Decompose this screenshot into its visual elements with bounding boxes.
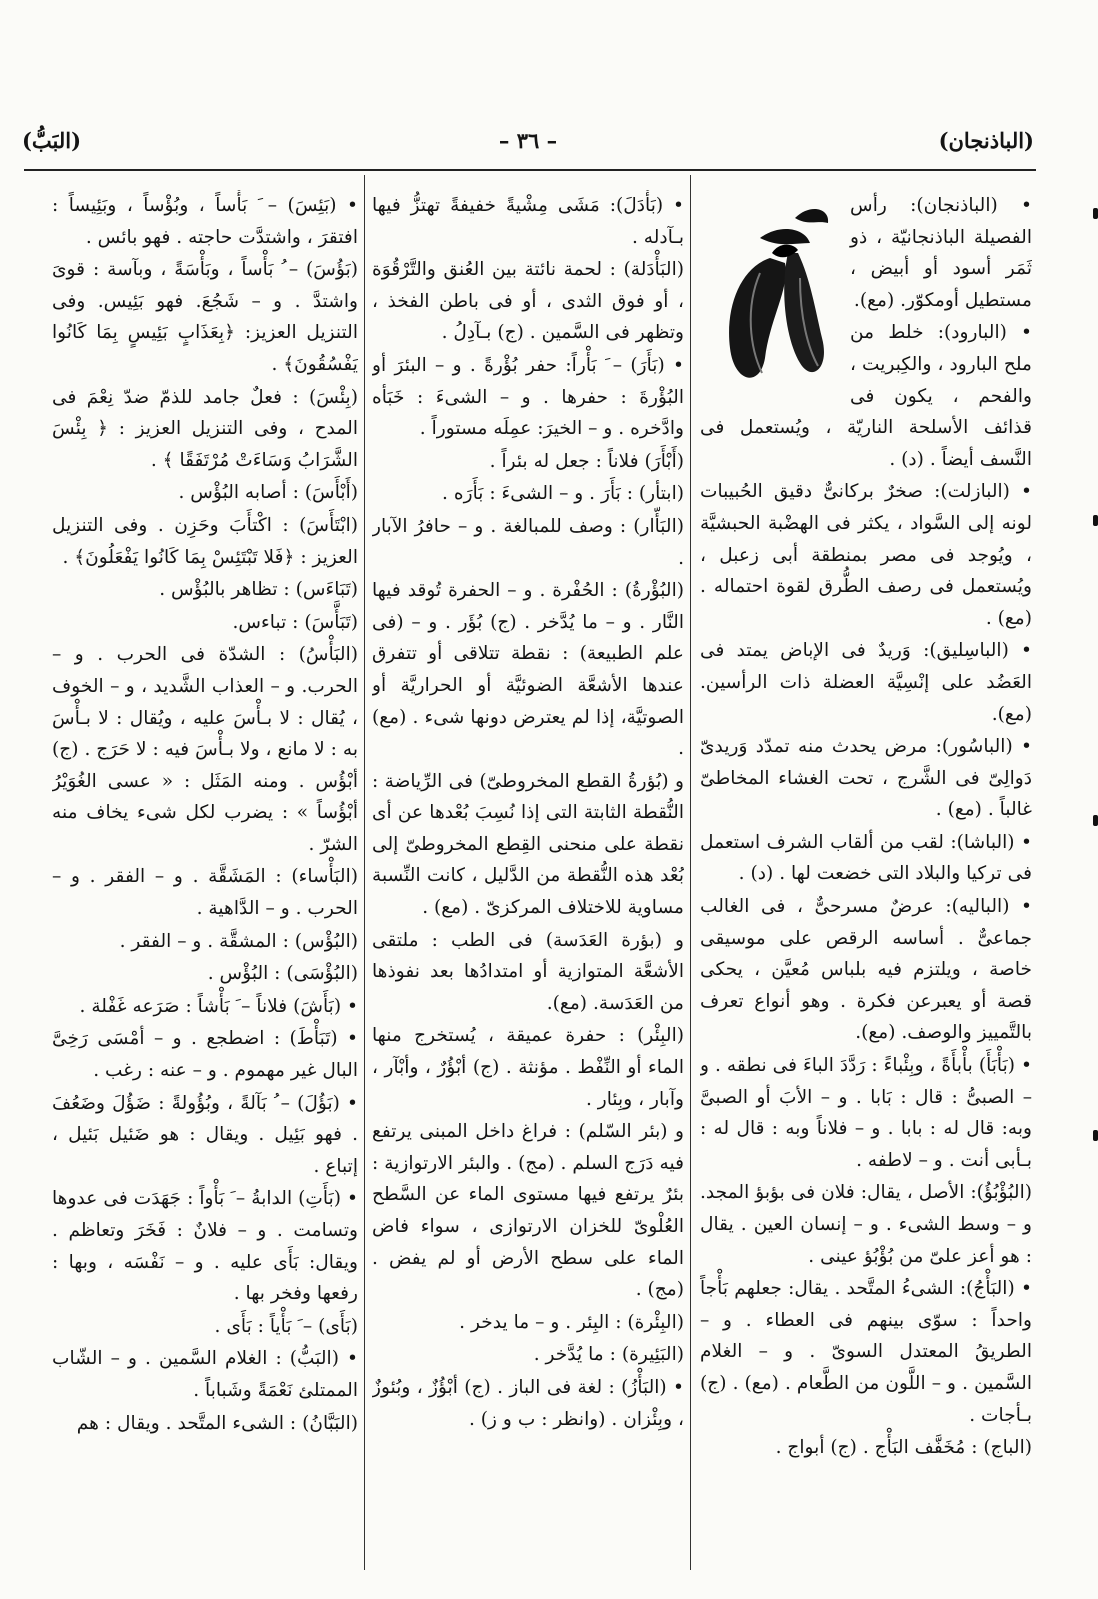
dictionary-entry: و (بُؤرةُ القطع المخروطىّ) فى الرِّياضة : النُّقطة الثابتة التى إذا نُسِبَ بُعْدها عن أى نقطة على منحنى القِطع المخروطىّ إلى بُعْد هذه النُّقطة من الدَّليل ، كانت النِّسبة مساوية للاختلاف المركزىّ . (مع) . [372,770,684,919]
dictionary-entry: و (بئر السّلم) : فراغ داخل المبنى يرتفع فيه دَرَج السلم . (مج) . والبئر الارتوازية : بئرٌ يرتفع فيها مستوى الماء عن السَّطح العُلْوىّ للخزان الارتوازى ، سواء فاض الماء على سطح الأرض أو لم يفض . (مج) . [372,1121,684,1301]
page-header [22,128,1034,158]
dictionary-entry: (تَبَأَّسَ) : تباءس. [232,611,358,633]
dictionary-entry: • (البارود): خلط من ملح البارود ، والكِبريت ، والفحم ، يكون فى قذائف الأسلحة الناريّة ، ويُستعمل فى النَّسف أيضاً . (د) . [700,322,1032,470]
dictionary-entry: • (الباليه): عرضٌ مسرحىٌّ ، فى الغالب جماعىٌّ . أساسه الرقص على موسيقى خاصة ، ويلتزم فيه بلباس مُعيَّن ، يحكى قصة أو يعبرعن فكرة . وهو أنواع تعرف بالتَّمييز والوصف. (مع). [700,896,1032,1044]
dictionary-entry: (الباج) : مُخَفَّف البَأْج . (ج) أبواج . [775,1437,1032,1459]
eggplant-illustration [700,198,840,398]
dictionary-entry: • (البازلت): صخرٌ بركانىٌّ دقيق الحُبيبات لونه إلى السَّواد ، يكثر فى الهضْبة الحبشيَّة ، ويُوجد فى مصر بمنطقة أبى زعبل ، ويُستعمل فى رصف الطُّرق لقوة احتماله . (مع) . [700,481,1032,629]
dictionary-entry: (البُؤْسَى) : البُؤْس . [207,963,358,985]
dictionary-entry: (البُؤْبُؤُ): الأصل ، يقال: فلان فى بؤبؤ المجد. و – وسط الشىء . و – إنسان العين . يقال : هو أعز علىّ من بُؤْبُؤ عينى . [700,1182,1032,1267]
dictionary-entry: • (بَأَشَ) فلاناً – َ بَأْشاً : صَرَعه غَفْلة . [79,995,358,1017]
dictionary-entry: (البَأّار) : وصف للمبالغة . و – حافرُ الآبار . [372,515,684,569]
dictionary-entry: (ابتأر) : بَأَرَ . و – الشىءَ : بَأَرَه . [442,483,684,505]
dictionary-entry: • (بَأَرَ) – َ بَأْراً: حفر بُؤْرةً . و – البئرَ أو البُؤْرةَ : حفرها . و – الشىءَ : خَبَأه وادَّخره . و – الخيرَ: عمِلَه مستوراً . [372,354,684,440]
dictionary-entry: • (الباذنجان): رأس الفصيلة الباذنجانيّة ، ذو ثَمَر أسود أو أبيض ، مستطيل أومكوّر. (مع). [850,195,1032,311]
dictionary-entry: (البَأْدَلة) : لحمة نائتة بين العُنق والتَّرْقُوَة ، أو فوق الثدى ، أو فى باطن الفخذ ، وتظهر فى السَّمين . (ج) بـآدِلُ . [372,259,684,344]
dictionary-entry: و (بؤرة العَدَسة) فى الطب : ملتقى الأشعَّة المتوازية أو امتدادُها بعد نفوذها من العَدَسة. (مع). [372,929,684,1014]
dictionary-entry: • (بَأْدَلَ): مَشَى مِشْيةً خفيفةً تهتزُّ فيها بـآدله . [372,195,684,248]
dictionary-entry: (تَبَاءَس) : تظاهر بالبُؤْس . [159,579,358,601]
header-right-term: (الباذنجان) [938,128,1034,153]
header-left-term: (البَبُّ) [22,128,82,153]
dictionary-entry: • (بَؤُلَ) – ُ بَآلةً ، وبُؤُولةً : ضَؤُلَ وضَعُفَ . فهو بَئِيل . ويقال : هو ضَئيل بَئيل ، إتباع . [52,1092,358,1177]
column-divider-left [364,175,365,1570]
dictionary-entry: • (تَبَأْطَ) : اضطجع . و – أمْسَى رَخِىَّ البال غير مهموم . و – عنه : رغب . [52,1028,358,1082]
dictionary-entry: • (الباسِليق): وَريدٌ فى الإباض يمتد فى العَضُد على إنْسِيَّة العضلة ذات الرأسين. (مع). [700,640,1032,725]
dictionary-entry: (البُؤْس) : المشقَّة . و – الفقر . [119,930,358,952]
dictionary-entry: (البَئِيرة) : ما يُدَّخر . [533,1344,684,1366]
column-left [52,190,358,1570]
dictionary-entry: • (بَأَتِ) الدابةُ – َ بَأْواً : جَهَدَت فى عدوها وتسامت . و – فلانٌ : فَخَرَ وتعاظم . ويقال: بَأَى عليه . و – نَفْسَه ، وبها : رفعها وفخر بها . [52,1188,358,1305]
dictionary-entry: (البَأْساء) : المَشَقَّة . و – الفقر . و – الحرب . و – الدَّاهية . [52,866,358,920]
dictionary-entry: • (بَئِسَ) – َ بَأْساً ، وبُؤْساً ، وبَئِيساً : افتقرَ ، واشتدَّت حاجته . فهو بائس . [52,195,358,248]
dictionary-entry: (البُؤْرةُ) : الحُفْرة . و – الحفرة تُوقد فيها النَّار . و – ما يُدَّخر . (ج) بُؤَر . و – (فى علم الطبيعة) : نقطة تتلاقى أو تتفرق عندها الأشعَّة الضوئيَّة أو الحراريَّة أو الصوتيَّة، إذا لم يعترض دونها شىء . (مع) . [372,580,684,760]
dictionary-entry: (البِئْر) : حفرة عميقة ، يُستخرج منها الماء أو النِّفْط . مؤنثة . (ج) أبْؤُرٌ ، وأبْآر ، وآبار ، وبِئار . [372,1025,684,1110]
dictionary-entry: (ابْتَأَسَ) : اكْتأَبَ وحَزِن . وفى التنزيل العزيز : ﴿فَلا تَبْتَئِسْ بِمَا كَانُوا يَفْعَلُونَ﴾ . [52,514,358,568]
column-right [700,190,1032,1570]
dictionary-entry: (أَبْأَسَ) : أصابه البُؤْس . [178,482,358,504]
header-rule [24,169,1036,171]
dictionary-entry: • (البَأْزُ) : لغة فى الباز . (ج) أبْؤُزٌ ، وبُئوزٌ ، وبِئْزان . (وانظر : ب و ز) . [372,1376,684,1430]
dictionary-entry: (أَبْأَرَ) فلاناً : جعل له بئراً . [489,450,684,472]
dictionary-entry: • (بَأْبَأَ) بأْبأَةً ، وبِئْباءً : رَدَّدَ الباءَ فى نطقه . و – الصبىُّ : قال : بَابا . و – الأبَ أو الصبىَّ وبه: قال له : بابا . و – فلاناً وبه : قال له : بـأبى أنت . و – لاطفه . [700,1055,1032,1171]
dictionary-entry: (بِئْسَ) : فعلٌ جامد للذمّ ضدّ نِعْمَ فى المدح ، وفى التنزيل العزيز : ﴿ بِئْسَ الشَّرَابُ وَسَاءَتْ مُرْتَفَقًا ﴾ . [52,386,358,471]
dictionary-entry: • (الباسُور): مرض يحدث منه تمدّد وَريدىّ دَوالِىّ فى الشَّرج ، تحت الغشاء المخاطىّ غالباً . (مع) . [700,736,1032,821]
column-divider-right [690,175,691,1570]
scan-edge-marks [1092,0,1098,1599]
dictionary-entry: • (البَبُّ) : الغلام السَّمين . و – الشّاب الممتلئ نَعْمَةً وشَباباً . [52,1348,358,1401]
dictionary-entry: • (البَأْجُ): الشىءُ المتَّحد . يقال: جعلهم بَأْجاً واحداً : سوّى بينهم فى العطاء . و – الطريقُ المعتدل السوىّ . و – الغلام السَّمين . و – اللَّون من الطَّعام . (مع) . (ج) بـأجات . [700,1278,1032,1426]
dictionary-entry: (البَبَّانُ) : الشىء المتَّحد . ويقال : هم [76,1412,358,1434]
dictionary-entry: (البَأْسُ) : الشدّة فى الحرب . و – الحرب. و – العذاب الشَّديد ، و – الخوف ، يُقال : لا بـأْسَ عليه ، ويُقال : لا بـأْسَ به : لا مانع ، ولا بـأْسَ فيه : لا حَرَج . (ج) أبْؤُس . ومنه المَثَل : « عسى الغُوَيْرُ أبْؤُساً » : يضرب لكل شىء يخاف منه الشرّ . [52,644,358,855]
dictionary-entry: • (الباشا): لقب من ألقاب الشرف استعمل فى تركيا والبلاد التى خضعت لها . (د) . [700,831,1032,885]
page-number: – ٣٦ – [498,128,558,153]
dictionary-entry: (بَأَى) – َ بَأْياً : بَأَى . [214,1315,358,1337]
dictionary-entry: (بَؤُسَ) – ُ بَأْساً ، وبَأْسَةً ، وبآسة : قوىَ واشتدَّ . و – شَجُعَ. فهو بَئِيس. وفى التنزيل العزيز: ﴿بِعَذَابٍ بَئِيسٍ بِمَا كَانُوا يَفْسُقُونَ﴾ . [52,259,358,375]
column-middle [372,190,684,1570]
dictionary-entry: (البِئْرة) : البِئر . و – ما يدخر . [459,1311,684,1333]
